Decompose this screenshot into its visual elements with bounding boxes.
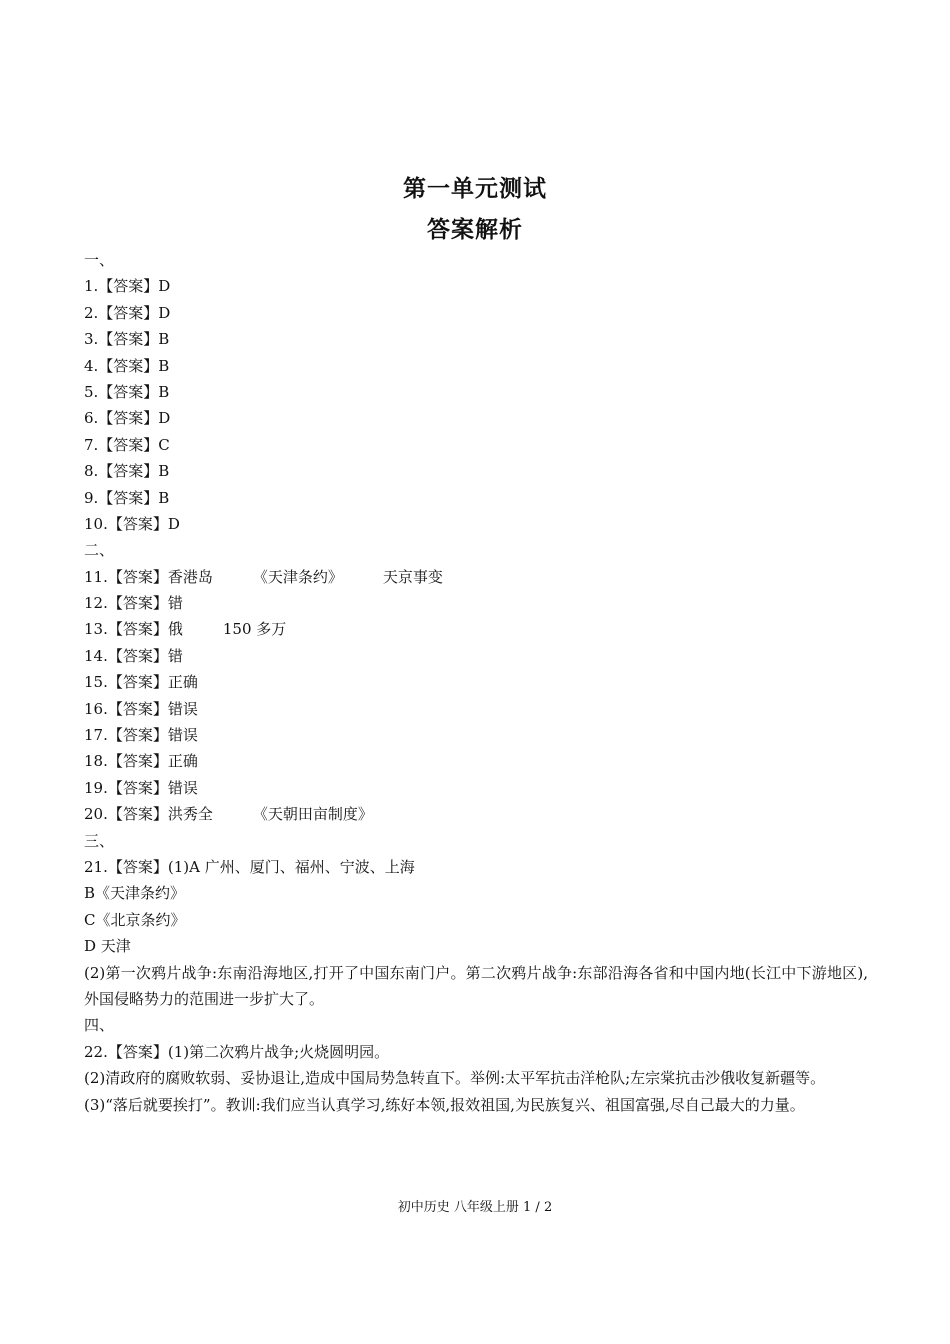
answer-paragraph: (2)第一次鸦片战争:东南沿海地区,打开了中国东南门户。第二次鸦片战争:东部沿海各省和中国内地(长江中下游地区),外国侵略势力的范围进一步扩大了。 — [84, 963, 868, 1008]
answer-line: 15.【答案】正确 — [84, 673, 198, 692]
section-heading: 二、 — [84, 541, 115, 560]
answer-content — [84, 247, 868, 1118]
answer-line: 22.【答案】(1)第二次鸦片战争;火烧圆明园。 — [84, 1042, 390, 1061]
answer-line: 21.【答案】(1)A 广州、厦门、福州、宁波、上海 — [84, 857, 415, 876]
answer-line: 14.【答案】错 — [84, 646, 183, 665]
page-subtitle: 答案解析 — [427, 217, 523, 243]
answer-line — [84, 564, 868, 590]
answer-line: 10.【答案】D — [84, 514, 180, 533]
answer-line: B《天津条约》 — [84, 884, 186, 903]
answer-line — [84, 801, 868, 827]
answer-line: D 天津 — [84, 937, 131, 956]
answer-part: 《天津条约》 — [252, 567, 343, 586]
answer-paragraph: (3)“落后就要挨打”。教训:我们应当认真学习,练好本领,报效祖国,为民族复兴、祖国富强,尽自己最大的力量。 — [84, 1095, 805, 1114]
answer-line — [84, 616, 868, 642]
answer-paragraph: (2)清政府的腐败软弱、妥协退让,造成中国局势急转直下。举例:太平军抗击洋枪队;左宗棠抗击沙俄收复新疆等。 — [84, 1069, 826, 1088]
answer-line: 9.【答案】B — [84, 488, 170, 507]
answer-line: 18.【答案】正确 — [84, 752, 198, 771]
section-heading: 四、 — [84, 1016, 115, 1035]
answer-part: 13.【答案】俄 — [84, 620, 183, 639]
answer-line: 2.【答案】D — [84, 303, 171, 322]
answer-line: 17.【答案】错误 — [84, 726, 198, 745]
answer-part: 《天朝田亩制度》 — [252, 805, 373, 824]
answer-line: 8.【答案】B — [84, 462, 170, 481]
section-heading: 三、 — [84, 831, 115, 850]
answer-line: 1.【答案】D — [84, 277, 171, 296]
answer-part: 天京事变 — [382, 567, 443, 586]
section-heading: 一、 — [84, 251, 115, 269]
answer-line: 7.【答案】C — [84, 435, 170, 454]
answer-line: 19.【答案】错误 — [84, 778, 198, 797]
answer-line: 3.【答案】B — [84, 330, 170, 349]
answer-line: 4.【答案】B — [84, 356, 170, 375]
page-footer: 初中历史 八年级上册 1 / 2 — [397, 1200, 553, 1215]
answer-line: 5.【答案】B — [84, 382, 170, 401]
answer-part: 11.【答案】香港岛 — [84, 567, 213, 586]
answer-part: 20.【答案】洪秀全 — [84, 805, 213, 824]
answer-line: 12.【答案】错 — [84, 594, 183, 613]
answer-line: 6.【答案】D — [84, 409, 171, 428]
answer-line: 16.【答案】错误 — [84, 699, 198, 718]
answer-part: 150 多万 — [222, 620, 287, 639]
answer-line: C《北京条约》 — [84, 910, 186, 929]
page-title: 第一单元测试 — [403, 176, 547, 202]
